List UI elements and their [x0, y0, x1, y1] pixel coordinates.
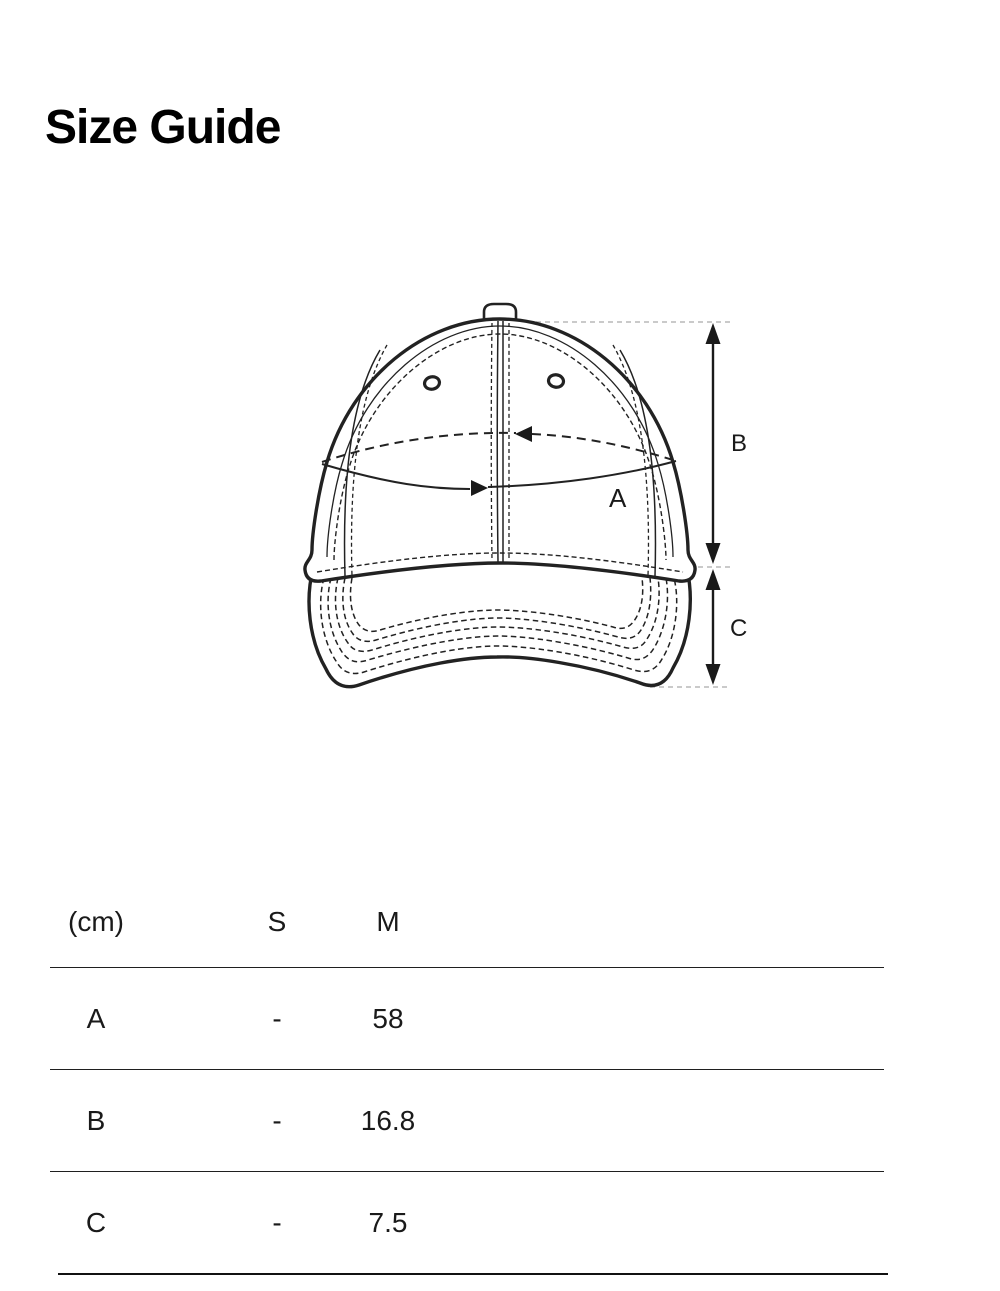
- measure-arrow-b: [706, 323, 721, 564]
- cell-size-m: 7.5: [368, 1206, 408, 1238]
- diagram-label-b: B: [731, 430, 748, 457]
- cell-size-s: -: [272, 1002, 282, 1034]
- page-title: Size Guide: [45, 101, 281, 154]
- header-col-m: M: [376, 906, 400, 937]
- table-bottom-rule: [58, 1273, 888, 1275]
- cap-eyelet-right: [548, 374, 565, 388]
- table-row-b: [50, 1069, 884, 1171]
- cell-size-s: -: [272, 1104, 282, 1136]
- header-col-s: S: [267, 906, 287, 937]
- row-label-cell: B: [86, 1104, 106, 1136]
- diagram-label-a: A: [609, 483, 627, 513]
- table-header-row: [50, 877, 884, 967]
- cap-crown: [305, 304, 695, 581]
- cell-size-s: -: [272, 1206, 282, 1238]
- table-row-c: [50, 1171, 884, 1273]
- header-unit-cell: (cm): [68, 906, 124, 937]
- measure-arrow-c: [706, 569, 721, 685]
- cell-size-m: 58: [372, 1002, 404, 1034]
- cap-brim: [309, 558, 690, 687]
- row-label-cell: C: [85, 1206, 107, 1238]
- cell-size-m: 16.8: [360, 1104, 416, 1136]
- cap-eyelet-left: [423, 375, 440, 390]
- table-row-a: [50, 967, 884, 1069]
- row-label-cell: A: [86, 1002, 106, 1034]
- size-table: [50, 877, 884, 1275]
- size-guide-figure: [280, 285, 760, 710]
- cap-diagram: [280, 285, 760, 710]
- diagram-label-c: C: [730, 615, 748, 642]
